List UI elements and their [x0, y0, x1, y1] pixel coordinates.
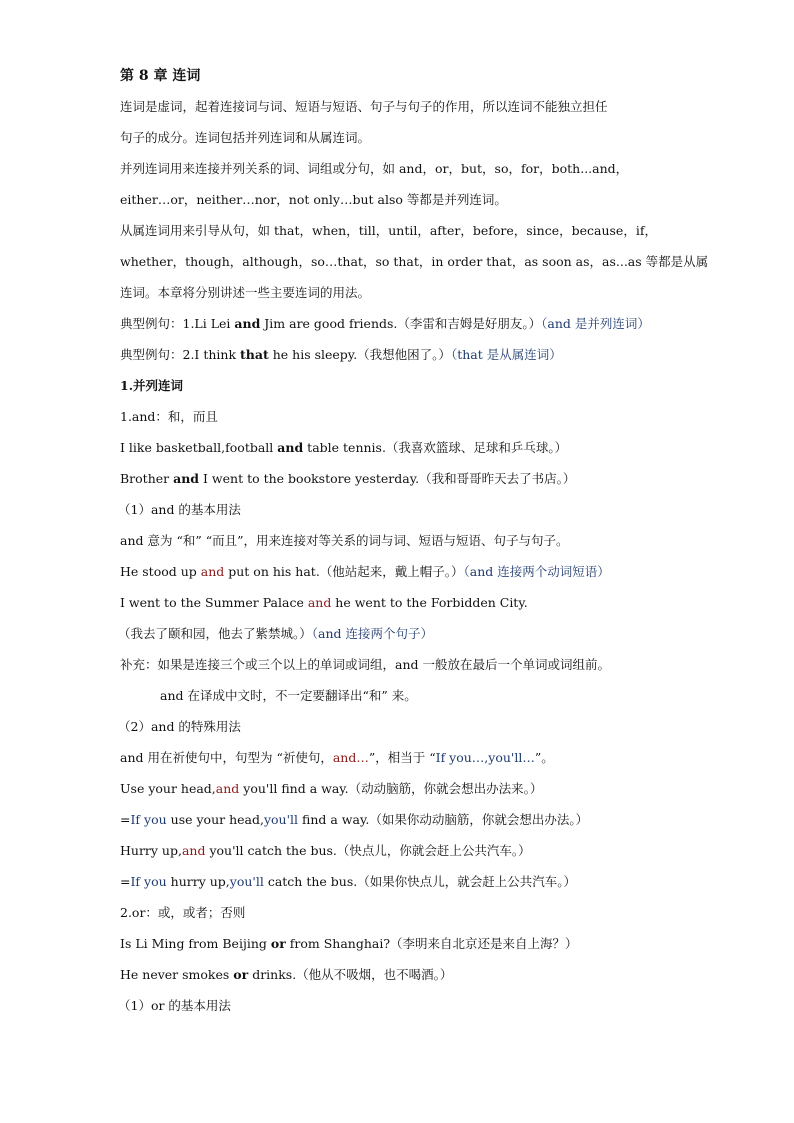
note: （and 连接两个动词短语） [463, 564, 610, 579]
text: Use your head, [120, 781, 216, 796]
text: ”，相当于 “ [368, 750, 436, 765]
intro-line-2: 句子的成分。连词包括并列连词和从属连词。 [120, 130, 371, 145]
text: Hurry up, [120, 843, 182, 858]
section-heading-coordinating: 1.并列连词 [120, 378, 184, 393]
text: = [120, 874, 131, 889]
example-use-head [120, 781, 542, 797]
chapter-title: 第 8 章 连词 [120, 68, 201, 84]
keyword: you'll [263, 812, 299, 827]
example-use-head-equivalent [120, 812, 588, 828]
text: you'll find a way.（动动脑筋，你就会想出办法来。） [239, 781, 543, 796]
text: Brother [120, 471, 174, 486]
example-keyword: and [234, 316, 261, 331]
text: hurry up, [166, 874, 230, 889]
keyword: and [173, 471, 200, 486]
text: put on his hat.（他站起来，戴上帽子。） [224, 564, 464, 579]
keyword: and [215, 781, 240, 796]
keyword: and… [332, 750, 369, 765]
example-keyword: that [240, 347, 269, 362]
intro-line-6: whether，though，although，so…that，so that，in order that，as soon as，as...as 等都是从属 [120, 254, 709, 269]
keyword: and [277, 440, 304, 455]
example-hurry-up [120, 843, 531, 859]
supplement-line-1: 补充：如果是连接三个或三个以上的单词或词组，and 一般放在最后一个单词或词组前。 [120, 657, 610, 672]
example-prefix: 典型例句：1.Li Lei [120, 316, 235, 331]
and-heading: 1.and：和，而且 [120, 409, 218, 424]
intro-line-4: either…or，neither…nor，not only…but also 等都是并列连词。 [120, 192, 507, 207]
keyword: and [200, 564, 225, 579]
text: table tennis.（我喜欢篮球、足球和乒乓球。） [303, 440, 568, 455]
text: I went to the Summer Palace [120, 595, 308, 610]
and-meaning: and 意为 “和” “而且”，用来连接对等关系的词与词、短语与短语、句子与句子。 [120, 533, 569, 548]
and-example-3 [120, 564, 610, 580]
example-hurry-up-equivalent [120, 874, 576, 890]
note: （and 连接两个句子） [311, 626, 433, 641]
keyword: If you [130, 812, 167, 827]
example-note: （and 是并列连词） [541, 316, 650, 331]
keyword: and [307, 595, 332, 610]
example-sentence-1 [120, 316, 650, 332]
keyword: If you [130, 874, 167, 889]
text: use your head, [166, 812, 264, 827]
text: I went to the bookstore yesterday.（我和哥哥昨天去了书店。） [199, 471, 576, 486]
text: He stood up [120, 564, 201, 579]
intro-line-1: 连词是虚词，起着连接词与词、短语与短语、句子与句子的作用，所以连词不能独立担任 [120, 99, 608, 114]
intro-line-3: 并列连词用来连接并列关系的词、词组或分句，如 and，or，but，so，for，both...and， [120, 161, 629, 176]
example-rest: he his sleepy.（我想他困了。） [268, 347, 451, 362]
or-example-1 [120, 936, 578, 952]
text: He never smokes [120, 967, 234, 982]
intro-line-5: 从属连词用来引导从句，如 that，when，till，until，after，before，since，because，if， [120, 223, 657, 238]
keyword: or [233, 967, 249, 982]
text: find a way.（如果你动动脑筋，你就会想出办法。） [298, 812, 589, 827]
text: Is Li Ming from Beijing [120, 936, 271, 951]
and-example-2 [120, 471, 575, 487]
text: and 用在祈使句中，句型为 “祈使句， [120, 750, 333, 765]
and-example-4 [120, 595, 528, 611]
text: you'll catch the bus.（快点儿，你就会赶上公共汽车。） [205, 843, 531, 858]
text: from Shanghai?（李明来自北京还是来自上海？） [285, 936, 578, 951]
or-basic-usage-heading: （1）or 的基本用法 [118, 998, 231, 1013]
supplement-line-2: and 在译成中文时，不一定要翻译出“和” 来。 [160, 688, 417, 703]
imperative-pattern [120, 750, 554, 766]
example-prefix: 典型例句：2.I think [120, 347, 241, 362]
example-rest: Jim are good friends.（李雷和吉姆是好朋友。） [260, 316, 542, 331]
keyword: or [270, 936, 286, 951]
text: catch the bus.（如果你快点儿，就会赶上公共汽车。） [263, 874, 576, 889]
or-example-2 [120, 967, 452, 983]
and-example-1 [120, 440, 567, 456]
text: ”。 [534, 750, 554, 765]
text: I like basketball,football [120, 440, 278, 455]
example-sentence-2 [120, 347, 562, 363]
text: = [120, 812, 131, 827]
keyword: If you…,you'll… [435, 750, 535, 765]
example-note: （that 是从属连词） [450, 347, 562, 362]
or-heading: 2.or：或，或者；否则 [120, 905, 246, 920]
and-basic-usage-heading: （1）and 的基本用法 [118, 502, 241, 517]
keyword: and [181, 843, 206, 858]
intro-line-7: 连词。本章将分别讲述一些主要连词的用法。 [120, 285, 371, 300]
and-example-4-translation [118, 626, 433, 642]
text: （我去了颐和园，他去了紫禁城。） [118, 626, 312, 641]
keyword: you'll [229, 874, 264, 889]
text: he went to the Forbidden City. [331, 595, 528, 610]
text: drinks.（他从不吸烟，也不喝酒。） [248, 967, 453, 982]
and-special-usage-heading: （2）and 的特殊用法 [118, 719, 241, 734]
